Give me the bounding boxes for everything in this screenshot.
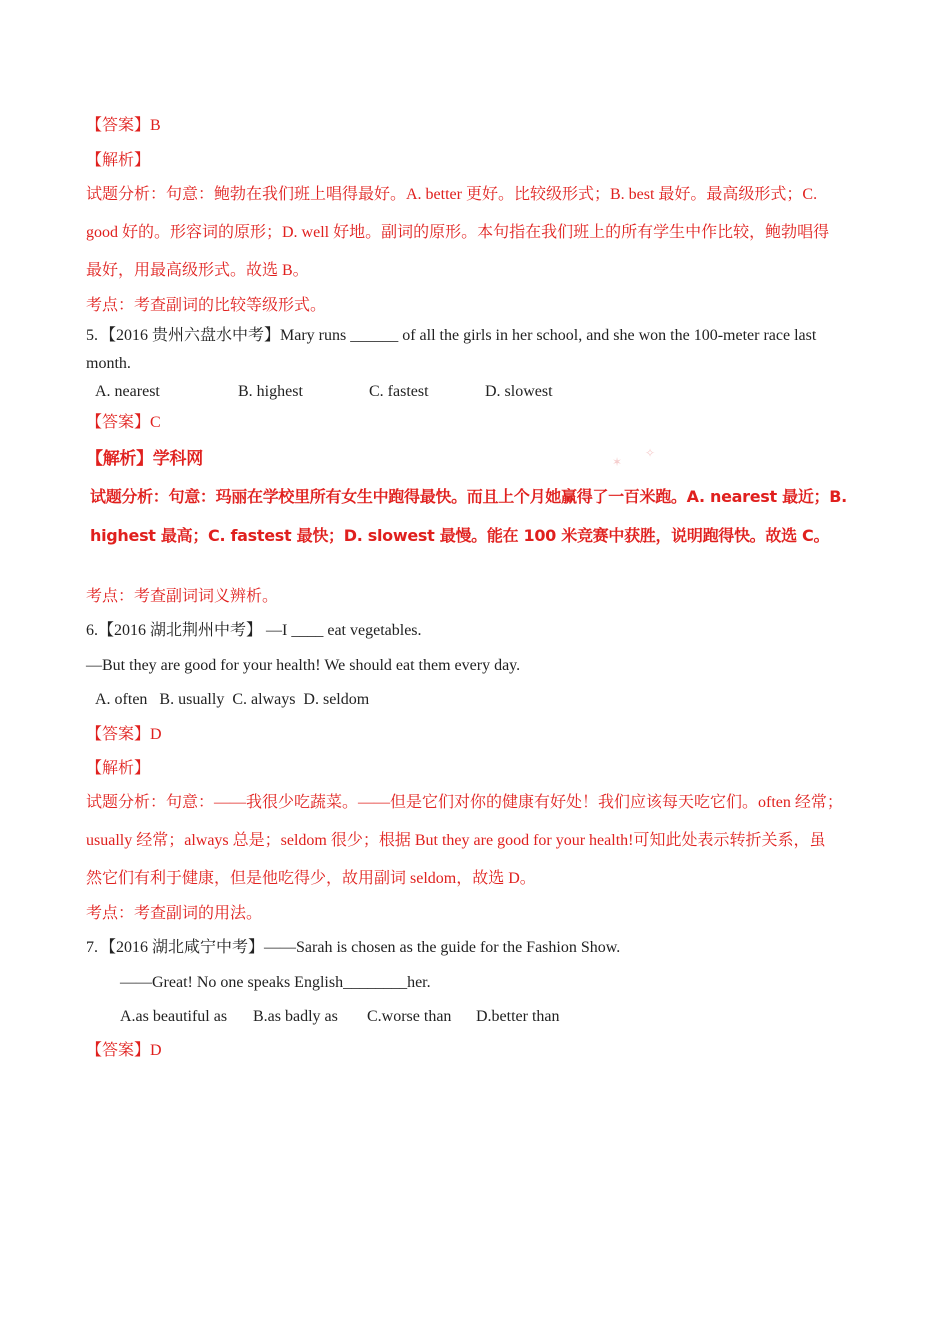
q6-source: 【2016 湖北荆州中考】 xyxy=(98,622,263,639)
q5-stem-line-1 xyxy=(86,326,816,346)
q6-analysis-label: 【解析】 xyxy=(86,760,151,777)
q7-option-d: D.better than xyxy=(476,1008,560,1025)
q7-stem-line-1 xyxy=(86,938,620,958)
q5-option-c: C. fastest xyxy=(369,383,429,400)
q6-analysis-line-1: 试题分析：句意：——我很少吃蔬菜。——但是它们对你的健康有好处！我们应该每天吃它们。often 经常； xyxy=(86,794,843,811)
q7-stem-line-2: ——Great! No one speaks English________her. xyxy=(120,974,431,991)
q6-point: 考点：考查副词的用法。 xyxy=(86,905,263,922)
q6-number: 6. xyxy=(86,622,98,639)
watermark-mark: ✶ xyxy=(612,455,623,469)
q6-analysis-line-2: usually 经常；always 总是；seldom 很少；根据 But they are good for your health!可知此处表示转折关系，虽 xyxy=(86,832,826,849)
q7-source: 【2016 湖北咸宁中考】 xyxy=(100,939,265,956)
q6-options: A. often B. usually C. always D. seldom xyxy=(95,691,370,708)
q4-analysis-line-2: good 好的。形容词的原形；D. well 好地。副词的原形。本句指在我们班上的所有学生中作比较，鲍勃唱得 xyxy=(86,224,830,241)
q5-analysis-line-1: 试题分析：句意：玛丽在学校里所有女生中跑得最快。而且上个月她赢得了一百米跑。A. nearest 最近；B. xyxy=(90,487,847,506)
q5-number: 5. xyxy=(86,327,98,344)
q7-stem-text: ——Sarah is chosen as the guide for the Fashion Show. xyxy=(264,939,621,956)
q4-point: 考点：考查副词的比较等级形式。 xyxy=(86,297,327,314)
q6-answer: 【答案】D xyxy=(86,726,162,743)
q7-option-c: C.worse than xyxy=(367,1008,452,1025)
q5-analysis-line-2: highest 最高；C. fastest 最快；D. slowest 最慢。能在 100 米竞赛中获胜，说明跑得快。故选 C。 xyxy=(90,526,830,545)
q5-option-b: B. highest xyxy=(238,383,303,400)
q7-answer: 【答案】D xyxy=(86,1042,162,1059)
q5-point: 考点：考查副词词义辨析。 xyxy=(86,588,279,605)
q6-stem-line-2: —But they are good for your health! We should eat them every day. xyxy=(86,657,521,674)
q7-option-a: A.as beautiful as xyxy=(120,1008,228,1025)
q5-answer: 【答案】C xyxy=(86,414,161,431)
q4-answer: 【答案】B xyxy=(86,117,161,134)
q4-analysis-label: 【解析】 xyxy=(86,152,151,169)
q5-stem-text: Mary runs ______ of all the girls in her school, and she won the 100-meter race last xyxy=(280,327,817,344)
q7-option-b: B.as badly as xyxy=(253,1008,338,1025)
q4-analysis-line-3: 最好，用最高级形式。故选 B。 xyxy=(86,262,309,279)
q5-option-d: D. slowest xyxy=(485,383,553,400)
watermark-mark-2: ✧ xyxy=(645,446,656,460)
q5-option-a: A. nearest xyxy=(95,383,160,400)
q5-analysis-label: 【解析】学科网 xyxy=(86,449,203,469)
q6-stem-text: —I ____ eat vegetables. xyxy=(266,622,422,639)
q6-stem-line-1 xyxy=(86,621,422,641)
q5-stem-line-2: month. xyxy=(86,355,131,372)
q4-analysis-line-1: 试题分析：句意：鲍勃在我们班上唱得最好。A. better 更好。比较级形式；B. best 最好。最高级形式；C. xyxy=(86,186,818,203)
q6-analysis-line-3: 然它们有利于健康，但是他吃得少，故用副词 seldom，故选 D。 xyxy=(86,870,536,887)
q7-number: 7. xyxy=(86,939,98,956)
q5-source: 【2016 贵州六盘水中考】 xyxy=(100,327,281,344)
